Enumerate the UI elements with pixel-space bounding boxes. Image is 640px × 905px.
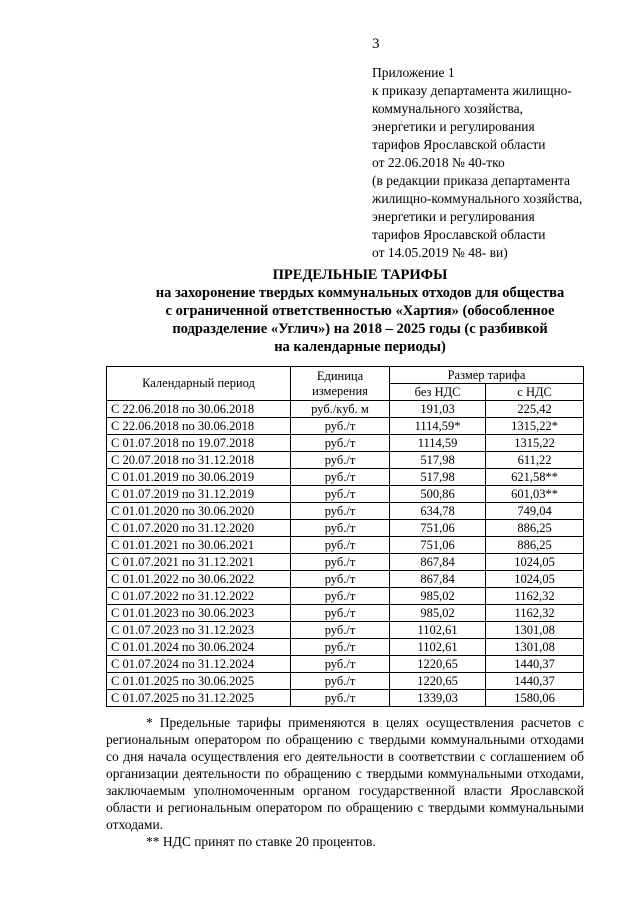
period-cell: С 01.01.2023 по 30.06.2023 xyxy=(107,605,291,622)
appendix-line: к приказу департамента жилищно- xyxy=(372,83,572,98)
price-without-vat-cell: 1102,61 xyxy=(390,639,486,656)
table-row xyxy=(107,418,584,435)
price-without-vat-cell: 751,06 xyxy=(390,520,486,537)
price-with-vat-cell: 886,25 xyxy=(486,537,584,554)
period-cell: С 22.06.2018 по 30.06.2018 xyxy=(107,418,291,435)
price-with-vat-cell: 1440,37 xyxy=(486,673,584,690)
page-number: 3 xyxy=(372,36,380,52)
price-without-vat-cell: 867,84 xyxy=(390,571,486,588)
price-with-vat-cell: 601,03** xyxy=(486,486,584,503)
appendix-line: тарифов Ярославской области xyxy=(372,227,546,242)
price-without-vat-cell: 1114,59 xyxy=(390,435,486,452)
unit-cell: руб./т xyxy=(291,469,390,486)
unit-cell: руб./т xyxy=(291,503,390,520)
price-without-vat-cell: 985,02 xyxy=(390,605,486,622)
footnote-double-star: ** НДС принят по ставке 20 процентов. xyxy=(146,834,376,849)
price-with-vat-cell: 1440,37 xyxy=(486,656,584,673)
unit-cell: руб./т xyxy=(291,656,390,673)
period-cell: С 20.07.2018 по 31.12.2018 xyxy=(107,452,291,469)
title-line: с ограниченной ответственностью «Хартия» (обособленное xyxy=(165,303,555,319)
appendix-line: коммунального хозяйства, xyxy=(372,101,523,116)
unit-cell: руб./т xyxy=(291,537,390,554)
table-row xyxy=(107,639,584,656)
title-line: на календарные периоды) xyxy=(274,339,446,355)
appendix-line: энергетики и регулирования xyxy=(372,119,535,134)
period-cell: С 01.07.2019 по 31.12.2019 xyxy=(107,486,291,503)
price-without-vat-cell: 500,86 xyxy=(390,486,486,503)
price-without-vat-cell: 517,98 xyxy=(390,469,486,486)
appendix-line: Приложение 1 xyxy=(372,65,455,80)
period-cell: С 01.01.2020 по 30.06.2020 xyxy=(107,503,291,520)
price-without-vat-cell: 517,98 xyxy=(390,452,486,469)
price-without-vat-cell: 1220,65 xyxy=(390,673,486,690)
price-with-vat-cell: 749,04 xyxy=(486,503,584,520)
price-with-vat-cell: 1162,32 xyxy=(486,605,584,622)
price-without-vat-cell: 1220,65 xyxy=(390,656,486,673)
table-row xyxy=(107,452,584,469)
unit-cell: руб./т xyxy=(291,554,390,571)
price-without-vat-cell: 867,84 xyxy=(390,554,486,571)
appendix-line: (в редакции приказа департамента xyxy=(372,173,571,188)
unit-cell: руб./т xyxy=(291,571,390,588)
table-row xyxy=(107,401,584,418)
footnotes xyxy=(106,714,584,850)
footnote-single-star: * Предельные тарифы применяются в целях осуществления расчетов с региональным оператором по обращению с твердыми коммунальными отходами со дня начала осуществления его деятельности в соответствии с соглашением об организации деятельности по обращению с твердыми коммунальными отходами, заключаемым уполномоченным органом государственной власти Ярославской области и региональным оператором по обращению с твердыми коммунальными отходами. xyxy=(106,715,584,832)
period-cell: С 01.01.2024 по 30.06.2024 xyxy=(107,639,291,656)
table-row xyxy=(107,605,584,622)
table-row xyxy=(107,690,584,707)
period-cell: С 01.01.2021 по 30.06.2021 xyxy=(107,537,291,554)
appendix-line: тарифов Ярославской области xyxy=(372,137,546,152)
tariff-table xyxy=(106,366,584,707)
unit-cell: руб./т xyxy=(291,690,390,707)
price-with-vat-cell: 225,42 xyxy=(486,401,584,418)
price-with-vat-cell: 886,25 xyxy=(486,520,584,537)
header-unit: Единица измерения xyxy=(291,367,390,401)
price-with-vat-cell: 1301,08 xyxy=(486,639,584,656)
unit-cell: руб./т xyxy=(291,418,390,435)
price-without-vat-cell: 634,78 xyxy=(390,503,486,520)
period-cell: С 01.07.2022 по 31.12.2022 xyxy=(107,588,291,605)
unit-cell: руб./куб. м xyxy=(291,401,390,418)
unit-cell: руб./т xyxy=(291,605,390,622)
table-row xyxy=(107,537,584,554)
table-row xyxy=(107,486,584,503)
period-cell: С 01.07.2020 по 31.12.2020 xyxy=(107,520,291,537)
unit-cell: руб./т xyxy=(291,520,390,537)
unit-cell: руб./т xyxy=(291,452,390,469)
header-tariff-size: Размер тарифа xyxy=(390,367,584,384)
period-cell: С 01.07.2018 по 19.07.2018 xyxy=(107,435,291,452)
header-with-vat: с НДС xyxy=(486,384,584,401)
table-row xyxy=(107,435,584,452)
period-cell: С 01.01.2025 по 30.06.2025 xyxy=(107,673,291,690)
unit-cell: руб./т xyxy=(291,673,390,690)
price-with-vat-cell: 1024,05 xyxy=(486,571,584,588)
header-without-vat: без НДС xyxy=(390,384,486,401)
appendix-line: от 22.06.2018 № 40-тко xyxy=(372,155,505,170)
table-row xyxy=(107,554,584,571)
unit-cell: руб./т xyxy=(291,639,390,656)
period-cell: С 01.07.2021 по 31.12.2021 xyxy=(107,554,291,571)
unit-cell: руб./т xyxy=(291,435,390,452)
title-line: подразделение «Углич») на 2018 – 2025 годы (с разбивкой xyxy=(172,321,548,337)
price-with-vat-cell: 1580,06 xyxy=(486,690,584,707)
period-cell: С 01.07.2024 по 31.12.2024 xyxy=(107,656,291,673)
price-with-vat-cell: 1024,05 xyxy=(486,554,584,571)
table-row xyxy=(107,503,584,520)
price-without-vat-cell: 191,03 xyxy=(390,401,486,418)
unit-cell: руб./т xyxy=(291,486,390,503)
table-row xyxy=(107,469,584,486)
price-without-vat-cell: 985,02 xyxy=(390,588,486,605)
period-cell: С 01.01.2022 по 30.06.2022 xyxy=(107,571,291,588)
price-without-vat-cell: 1114,59* xyxy=(390,418,486,435)
period-cell: С 01.07.2023 по 31.12.2023 xyxy=(107,622,291,639)
appendix-line: энергетики и регулирования xyxy=(372,209,535,224)
table-row xyxy=(107,622,584,639)
tariff-table-body xyxy=(107,401,584,707)
price-with-vat-cell: 1162,32 xyxy=(486,588,584,605)
appendix-block xyxy=(372,64,634,262)
price-with-vat-cell: 1301,08 xyxy=(486,622,584,639)
period-cell: С 22.06.2018 по 30.06.2018 xyxy=(107,401,291,418)
price-with-vat-cell: 1315,22 xyxy=(486,435,584,452)
unit-cell: руб./т xyxy=(291,622,390,639)
price-with-vat-cell: 1315,22* xyxy=(486,418,584,435)
title-line: ПРЕДЕЛЬНЫЕ ТАРИФЫ xyxy=(272,267,448,283)
table-row xyxy=(107,588,584,605)
table-row xyxy=(107,520,584,537)
title-line: на захоронение твердых коммунальных отходов для общества xyxy=(155,285,565,301)
period-cell: С 01.01.2019 по 30.06.2019 xyxy=(107,469,291,486)
price-with-vat-cell: 621,58** xyxy=(486,469,584,486)
price-with-vat-cell: 611,22 xyxy=(486,452,584,469)
appendix-line: жилищно-коммунального хозяйства, xyxy=(372,191,583,206)
price-without-vat-cell: 1339,03 xyxy=(390,690,486,707)
period-cell: С 01.07.2025 по 31.12.2025 xyxy=(107,690,291,707)
unit-cell: руб./т xyxy=(291,588,390,605)
price-without-vat-cell: 751,06 xyxy=(390,537,486,554)
price-without-vat-cell: 1102,61 xyxy=(390,622,486,639)
table-row xyxy=(107,673,584,690)
appendix-line: от 14.05.2019 № 48- ви) xyxy=(372,245,508,260)
header-period: Календарный период xyxy=(107,367,291,401)
table-row xyxy=(107,656,584,673)
document-title xyxy=(100,266,620,356)
table-row xyxy=(107,571,584,588)
